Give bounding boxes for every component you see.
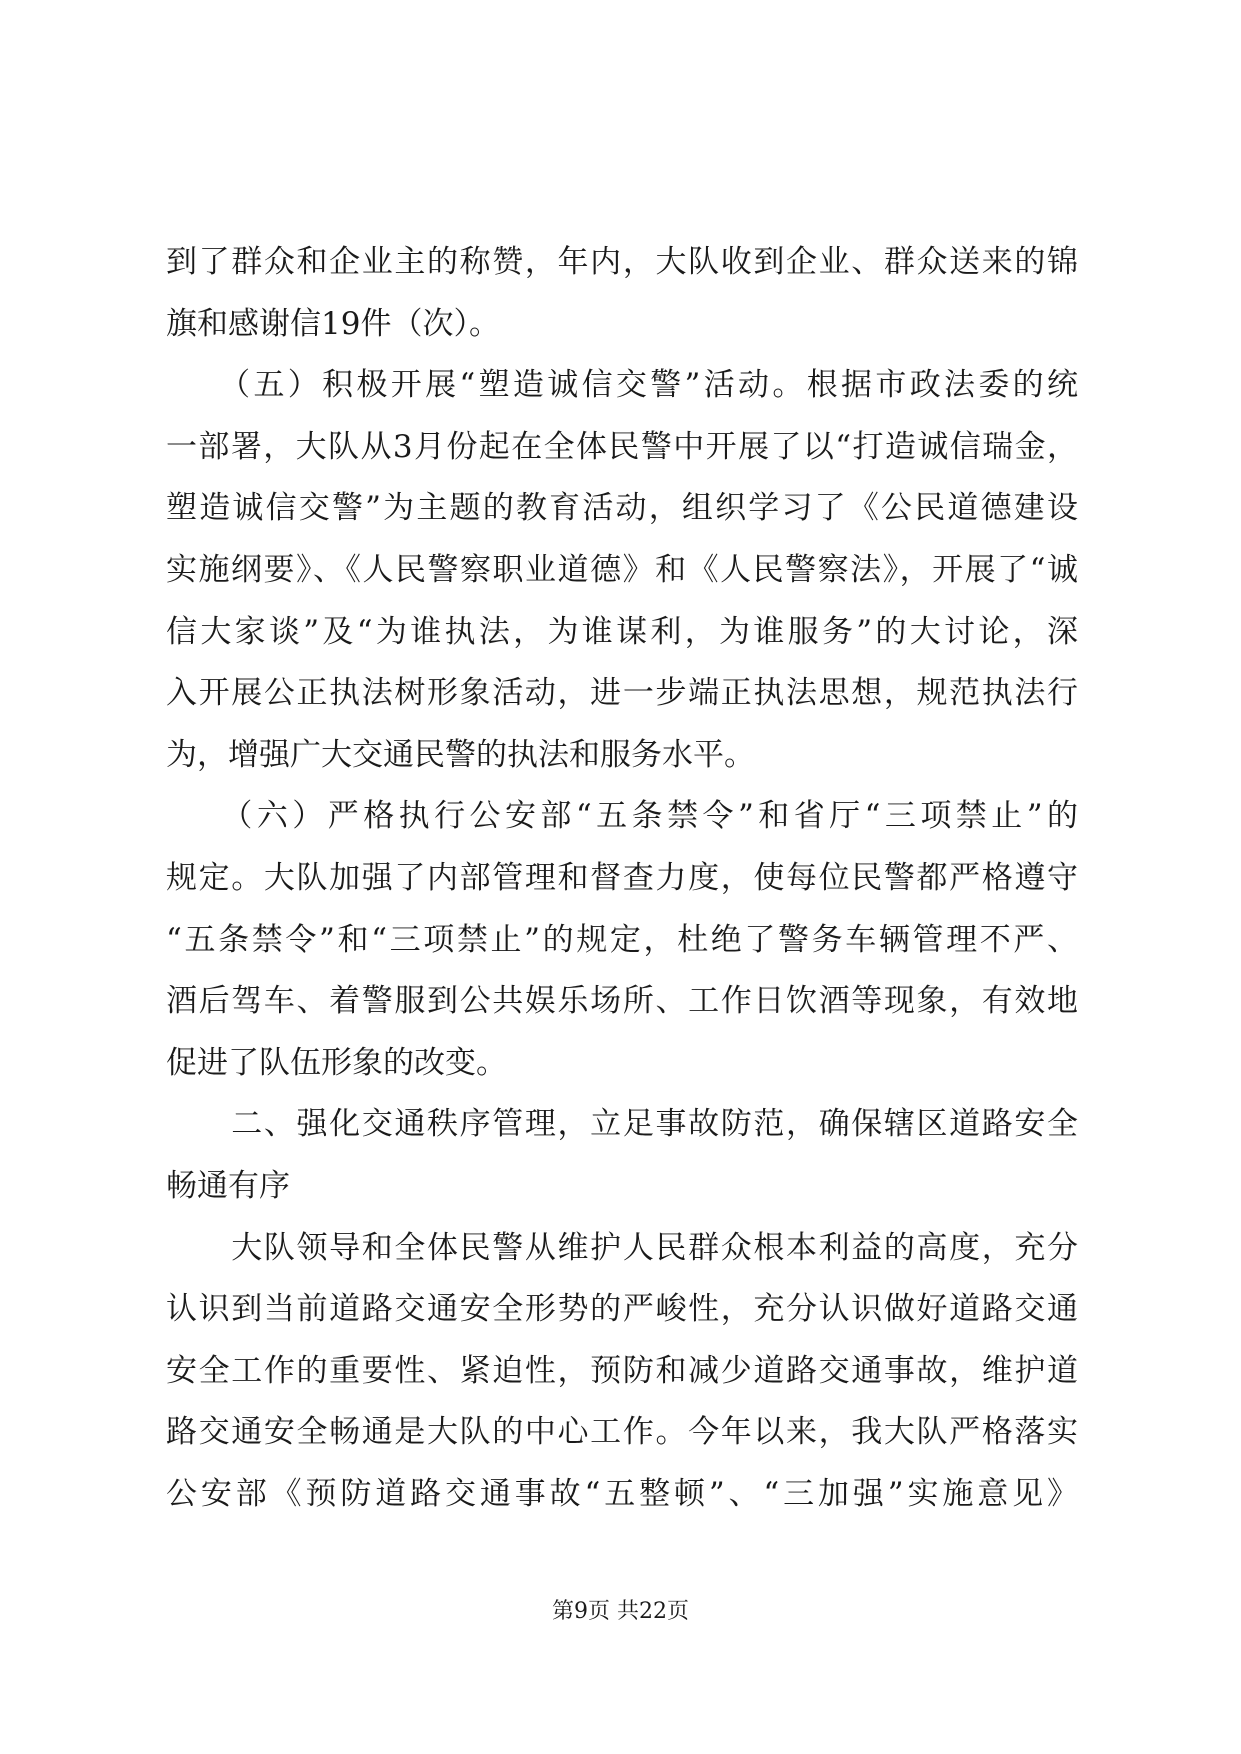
text-line: 一部署，大队从3月份起在全体民警中开展了以“打造诚信瑞金，: [166, 428, 1078, 465]
body-text: [166, 232, 1078, 1525]
text-line: 信大家谈”及“为谁执法，为谁谋利，为谁服务”的大讨论，深: [166, 613, 1078, 650]
text-line: 规定。大队加强了内部管理和督查力度，使每位民警都严格遵守: [166, 859, 1078, 896]
text-line: 畅通有序: [166, 1167, 290, 1204]
text-line: 认识到当前道路交通安全形势的严峻性，充分认识做好道路交通: [166, 1291, 1078, 1328]
text-line: 公安部《预防道路交通事故“五整顿”、“三加强”实施意见》: [166, 1475, 1078, 1512]
text-line: 为，增强广大交通民警的执法和服务水平。: [166, 736, 755, 773]
text-line: （六）严格执行公安部“五条禁令”和省厅“三项禁止”的: [166, 798, 1078, 835]
text-line: “五条禁令”和“三项禁止”的规定，杜绝了警务车辆管理不严、: [166, 921, 1078, 958]
text-line: 大队领导和全体民警从维护人民群众根本利益的高度，充分: [166, 1229, 1078, 1266]
text-line: 安全工作的重要性、紧迫性，预防和减少道路交通事故，维护道: [166, 1352, 1078, 1389]
text-line: 促进了队伍形象的改变。: [166, 1044, 507, 1081]
page-footer: 第9页 共22页: [552, 1599, 689, 1624]
text-line: 到了群众和企业主的称赞，年内，大队收到企业、群众送来的锦: [166, 244, 1078, 280]
text-line: 旗和感谢信19件（次）。: [166, 305, 500, 342]
text-line: 路交通安全畅通是大队的中心工作。今年以来，我大队严格落实: [166, 1414, 1078, 1451]
text-line: 实施纲要》、《人民警察职业道德》和《人民警察法》，开展了“诚: [166, 551, 1078, 588]
text-line: 塑造诚信交警”为主题的教育活动，组织学习了《公民道德建设: [166, 490, 1078, 527]
text-line: （五）积极开展“塑造诚信交警”活动。根据市政法委的统: [166, 367, 1078, 404]
text-line: 二、强化交通秩序管理，立足事故防范，确保辖区道路安全: [166, 1106, 1078, 1143]
text-line: 酒后驾车、着警服到公共娱乐场所、工作日饮酒等现象，有效地: [166, 983, 1078, 1020]
text-line: 入开展公正执法树形象活动，进一步端正执法思想，规范执法行: [166, 675, 1078, 712]
